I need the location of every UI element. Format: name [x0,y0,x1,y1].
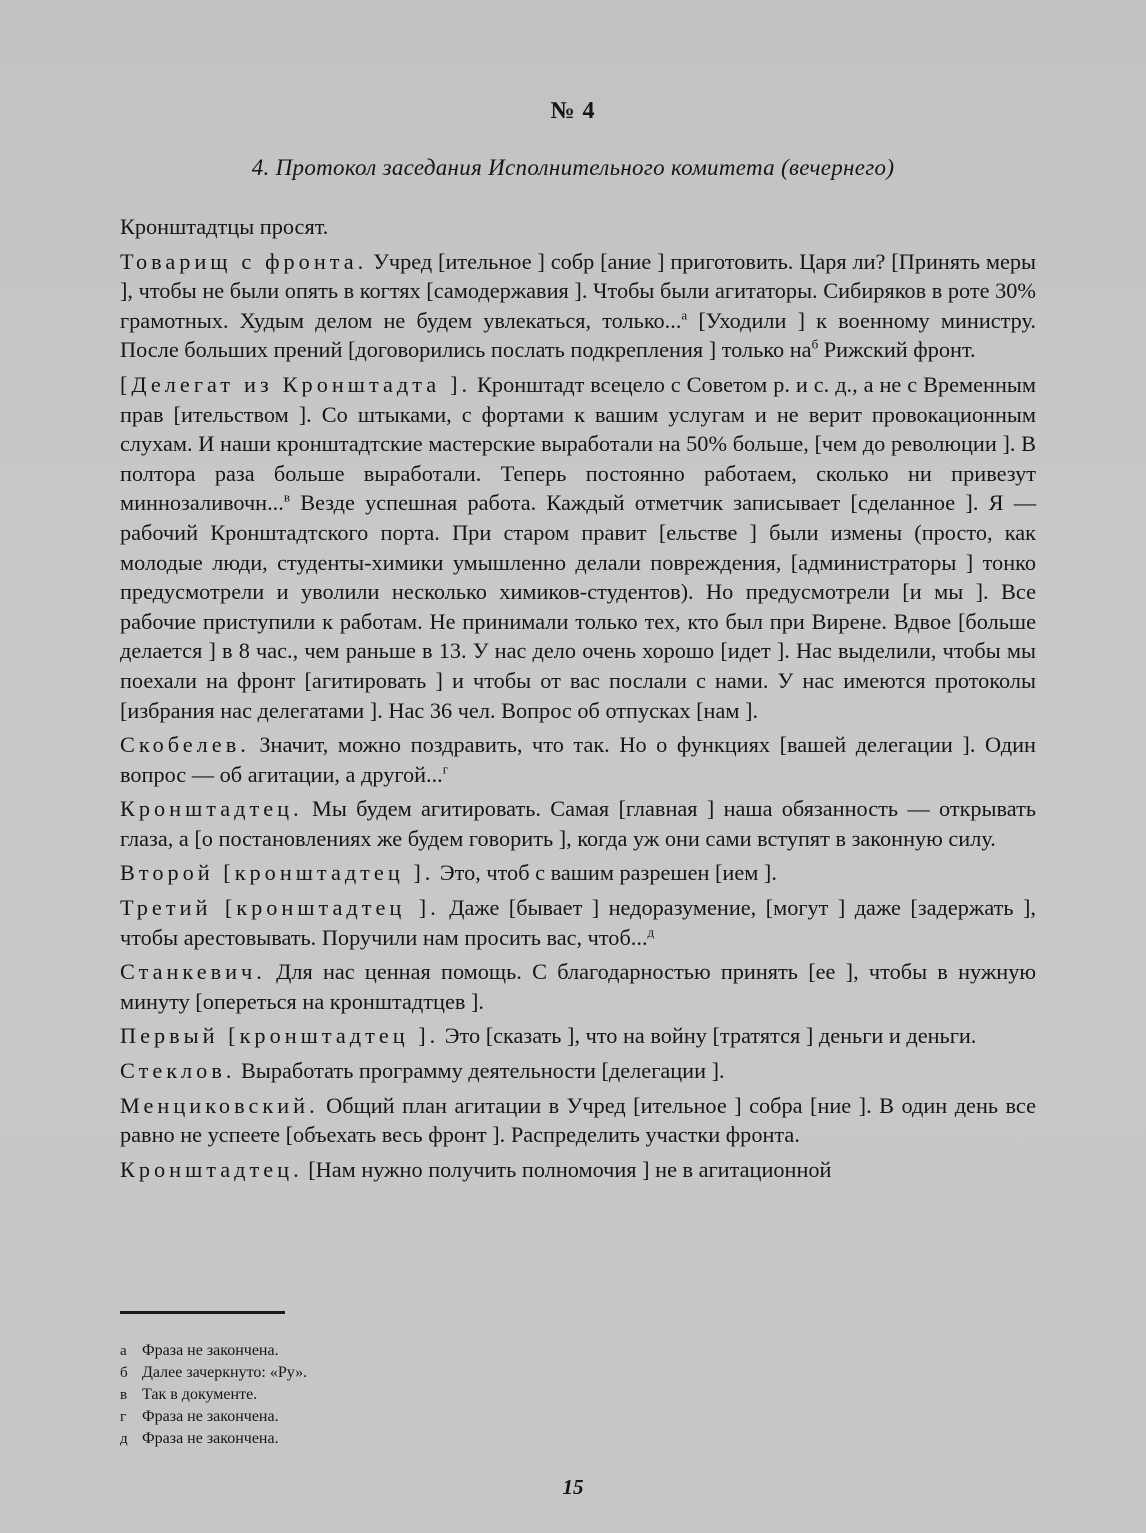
speaker-name: Менциковский. [120,1092,319,1118]
paragraph [120,247,1036,365]
paragraph-text: [Уходили ] к военному министру. После больших прений [договорились послать подкрепления ] только на [120,307,1037,363]
footnote [120,1340,307,1362]
paragraph [120,1155,1036,1185]
paragraph-text: Это [сказать ], что на войну [тратятся ] деньги и деньги. [439,1023,977,1049]
paragraph [120,858,1036,888]
speaker-name: [Делегат из Кронштадта ]. [120,371,472,397]
footnote-text: Фраза не закончена. [142,1342,279,1359]
paragraph-text: Рижский фронт. [818,337,976,363]
footnote-ref: б [811,336,819,352]
footnotes [120,1340,307,1450]
footnote [120,1362,307,1384]
footnote-text: Фраза не закончена. [142,1430,279,1447]
speaker-name: Станкевич. [120,959,266,985]
paragraph-text: Везде успешная работа. Каждый отметчик записывает [сделанное ]. Я — рабочий Кронштадтского порта. При старом правит [ельстве ] были измены (просто, как молодые люди, студенты-химики умышленно делали повреждения, [администраторы ] тонко предусмотрели и уволили несколько химиков-студентов). Но предусмотрели [и мы ]. Все рабочие приступили к работам. Не принимали только тех, кто был при Вирене. Вдвое [больше делается ] в 8 час., чем раньше в 13. У нас дело очень хорошо [идет ]. Нас выделили, чтобы мы поехали на фронт [агитировать ] и чтобы от вас послали с нами. У нас имеются протоколы [избрания нас делегатами ]. Нас 36 чел. Вопрос об отпусках [нам ]. [120,490,1036,723]
footnote [120,1406,307,1428]
speaker-name: Кронштадтец. [120,796,303,822]
paragraph [120,893,1036,952]
paragraph [120,1091,1036,1150]
footnote-divider [120,1311,285,1314]
document-title: 4. Протокол заседания Исполнительного комитета (вечернего) [251,155,895,180]
paragraph [120,957,1036,1016]
footnote-ref: г [442,761,449,777]
footnote-text: Далее зачеркнуто: «Ру». [142,1364,308,1381]
footnote-mark: а [120,1343,127,1359]
paragraph-text: Значит, можно поздравить, что так. Но о функциях [вашей делегации ]. Один вопрос — об агитации, а другой... [120,732,1036,787]
footnote-ref: д [647,924,655,940]
footnote-ref: в [283,489,290,505]
footnote [120,1428,307,1450]
document-body [120,212,1036,1189]
footnote-mark: г [120,1409,127,1425]
speaker-name: Кронштадтец. [120,1156,303,1182]
speaker-name: Первый [кронштадтец ]. [120,1023,440,1049]
paragraph-text: [Нам нужно получить полномочия ] не в агитационной [302,1156,832,1182]
paragraph [120,212,1036,242]
paragraph-text: Для нас ценная помощь. С благодарностью принять [ее ], чтобы в нужную минуту [опереться на кронштадтцев ]. [120,959,1036,1014]
paragraph-text: Кронштадтцы просят. [120,214,329,239]
speaker-name: Скобелев. [120,732,250,758]
paragraph [120,794,1036,853]
paragraph [120,730,1036,789]
paragraph [120,1021,1036,1051]
speaker-name: Второй [кронштадтец ]. [120,860,435,886]
paragraph-text: Мы будем агитировать. Самая [главная ] наша обязанность — открывать глаза, а [о постановлениях же будем говорить ], когда уж они сами вступят в законную силу. [120,796,1036,851]
speaker-name: Товарищ с фронта. [120,248,368,274]
paragraph-text: Общий план агитации в Учред [ительное ] собра [ние ]. В один день все равно не успеете [объехать весь фронт ]. Распределить участки фронта. [120,1092,1036,1148]
footnote-mark: в [120,1387,128,1403]
footnote-text: Фраза не закончена. [142,1408,279,1425]
paragraph-text: Учред [ительное ] собр [ание ] приготовить. Царя ли? [Принять меры ], чтобы не были опять в когтях [самодержавия ]. Чтобы были агитаторы. Сибиряков в роте 30% грамотных. Худым делом не будем увлекаться, только... [120,248,1036,333]
paragraph-text: Кронштадт всецело с Советом р. и с. д., а не с Временным прав [ительством ]. Со штыками, с фортами к вашим услугам и не верит провокационным слухам. И наши кронштадтские мастерские выработали на 50% больше, [чем до революции ]. В полтора раза больше выработали. Теперь постоянно работаем, сколько ни привезут миннозаливочн... [120,371,1037,516]
footnote-mark: д [120,1431,128,1447]
paragraph [120,370,1036,725]
paragraph-text: Даже [бывает ] недоразумение, [могут ] даже [задержать ], чтобы арестовывать. Поручили нам просить вас, чтоб... [120,895,1036,950]
speaker-name: Третий [кронштадтец ]. [120,895,440,921]
paragraph [120,1056,1036,1086]
page-number: 15 [562,1475,584,1499]
document-number: № 4 [550,98,596,124]
paragraph-text: Это, чтоб с вашим разрешен [ием ]. [434,860,777,886]
footnote-mark: б [120,1365,128,1381]
paragraph-text: Выработать программу деятельности [делегации ]. [235,1058,725,1084]
footnote-ref: а [681,307,688,323]
footnote-text: Так в документе. [142,1386,258,1403]
footnote [120,1384,307,1406]
speaker-name: Стеклов. [120,1058,236,1084]
